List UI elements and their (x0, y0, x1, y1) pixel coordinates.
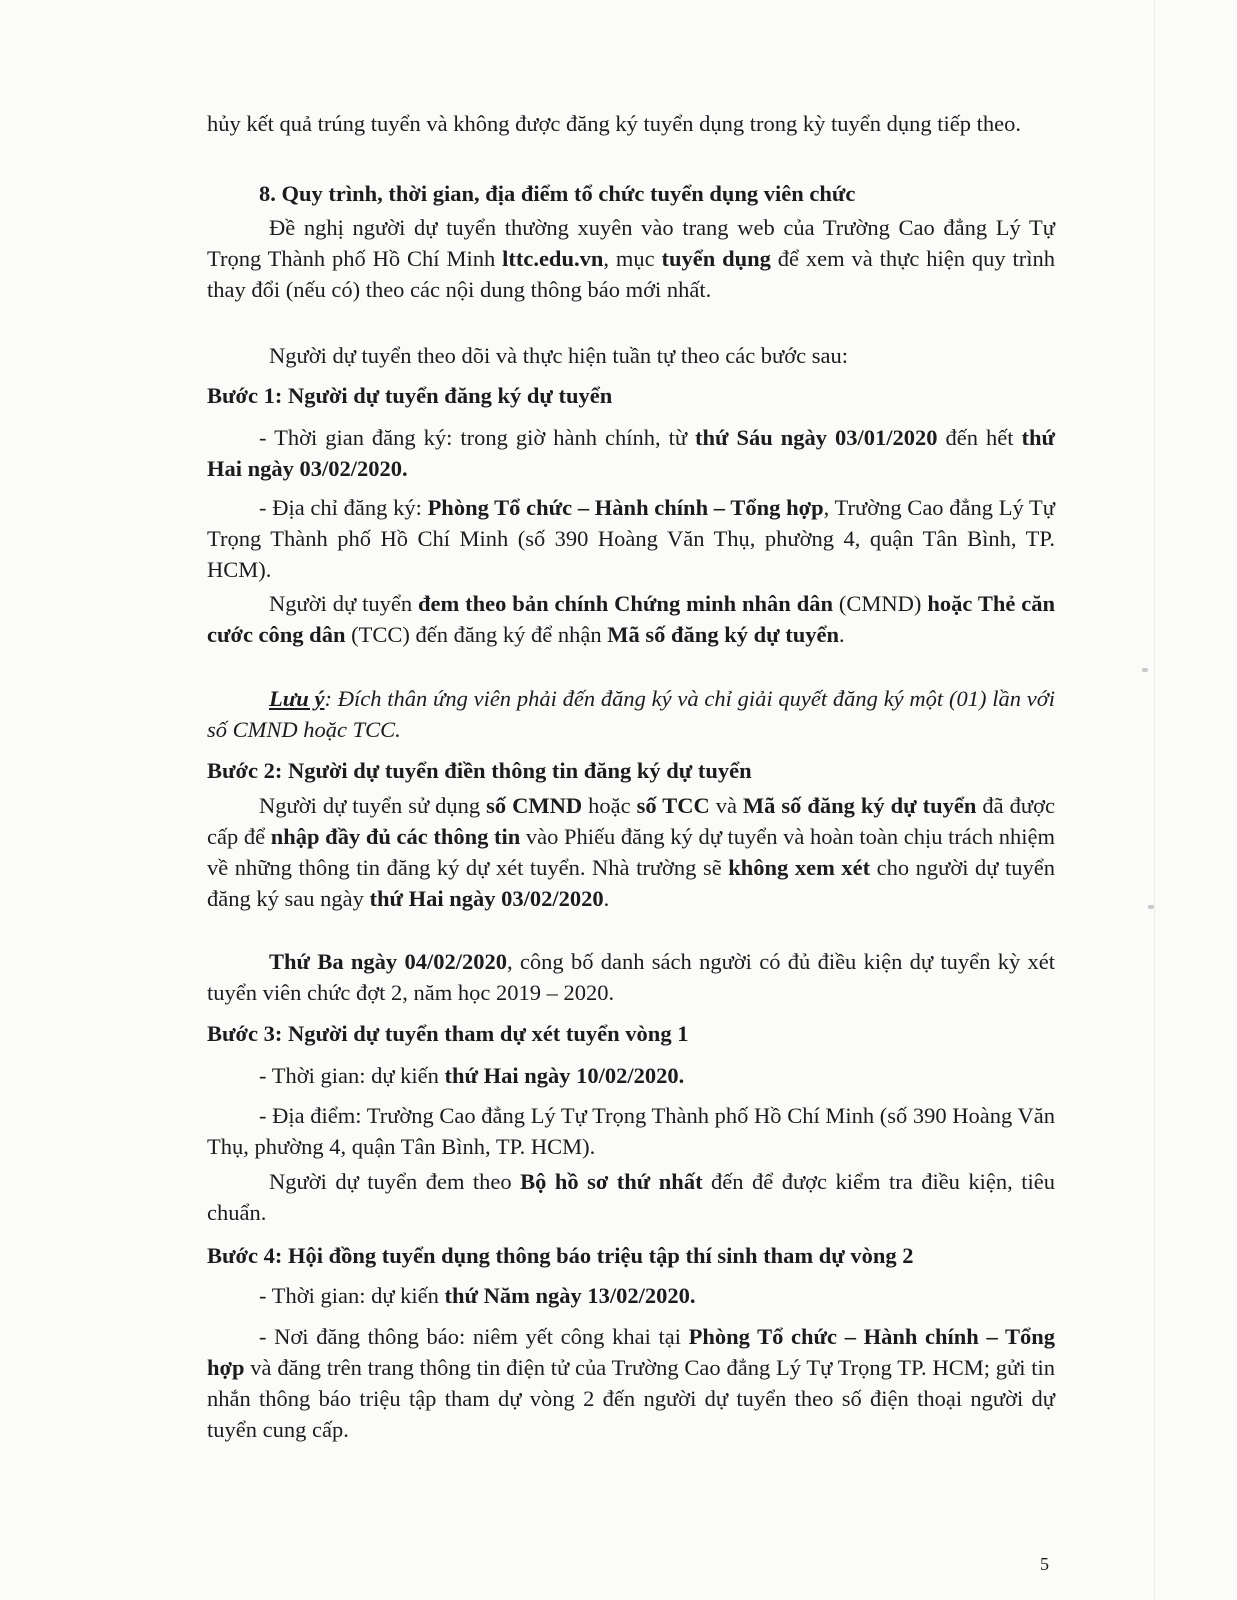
step-3-time: - Thời gian: dự kiến thứ Hai ngày 10/02/2020. (259, 1063, 685, 1088)
step-3-title: Bước 3: Người dự tuyển tham dự xét tuyển vòng 1 (207, 1021, 689, 1046)
step-4-time: - Thời gian: dự kiến thứ Năm ngày 13/02/2020. (259, 1283, 696, 1308)
step-4-title: Bước 4: Hội đồng tuyển dụng thông báo triệu tập thí sinh tham dự vòng 2 (207, 1243, 914, 1268)
step-2-paragraph-1: Người dự tuyển sử dụng số CMND hoặc số TCC và Mã số đăng ký dự tuyển đã được cấp để nhập đầy đủ các thông tin vào Phiếu đăng ký dự tuyển và hoàn toàn chịu trách nhiệm về những thông tin đăng ký dự xét tuyển. Nhà trường sẽ không xem xét cho người dự tuyển đăng ký sau ngày thứ Hai ngày 03/02/2020. (207, 793, 1056, 911)
step-1-time: - Thời gian đăng ký: trong giờ hành chính, từ thứ Sáu ngày 03/01/2020 đến hết thứ Hai ngày 03/02/2020. (207, 425, 1055, 481)
section-8-paragraph-2: Người dự tuyển theo dõi và thực hiện tuần tự theo các bước sau: (269, 343, 849, 368)
scan-speck (1142, 668, 1148, 672)
scan-edge (1154, 0, 1155, 1600)
step-3-bring: Người dự tuyển đem theo Bộ hồ sơ thứ nhất đến để được kiểm tra điều kiện, tiêu chuẩn. (207, 1169, 1055, 1225)
step-4-notice: - Nơi đăng thông báo: niêm yết công khai tại Phòng Tổ chức – Hành chính – Tổng hợp và đăng trên trang thông tin điện tử của Trường Cao đẳng Lý Tự Trọng TP. HCM; gửi tin nhắn thông báo triệu tập tham dự vòng 2 đến người dự tuyển theo số điện thoại người dự tuyển cung cấp. (207, 1324, 1055, 1442)
step-1-title: Bước 1: Người dự tuyển đăng ký dự tuyển (207, 383, 613, 408)
step-2-title: Bước 2: Người dự tuyển điền thông tin đăng ký dự tuyển (207, 758, 752, 783)
step-3-place: - Địa điểm: Trường Cao đẳng Lý Tự Trọng Thành phố Hồ Chí Minh (số 390 Hoàng Văn Thụ, phường 4, quận Tân Bình, TP. HCM). (207, 1103, 1055, 1159)
website-link: lttc.edu.vn (502, 246, 604, 271)
section-8-paragraph-1: Đề nghị người dự tuyển thường xuyên vào trang web của Trường Cao đẳng Lý Tự Trọng Thành phố Hồ Chí Minh lttc.edu.vn, mục tuyển dụng để xem và thực hiện quy trình thay đổi (nếu có) theo các nội dung thông báo mới nhất. (207, 215, 1055, 302)
step-1-address: - Địa chỉ đăng ký: Phòng Tổ chức – Hành chính – Tổng hợp, Trường Cao đẳng Lý Tự Trọng Thành phố Hồ Chí Minh (số 390 Hoàng Văn Thụ, phường 4, quận Tân Bình, TP. HCM). (207, 495, 1055, 582)
page-number: 5 (1040, 1554, 1049, 1574)
step-1-bring: Người dự tuyển đem theo bản chính Chứng minh nhân dân (CMND) hoặc Thẻ căn cước công dân (TCC) đến đăng ký để nhận Mã số đăng ký dự tuyển. (207, 591, 1055, 647)
step-2-paragraph-2: Thứ Ba ngày 04/02/2020, công bố danh sách người có đủ điều kiện dự tuyển kỳ xét tuyển viên chức đợt 2, năm học 2019 – 2020. (207, 949, 1055, 1005)
scan-speck (1148, 905, 1154, 909)
step-1-note: Lưu ý: Đích thân ứng viên phải đến đăng ký và chỉ giải quyết đăng ký một (01) lần với số CMND hoặc TCC. (207, 686, 1055, 742)
section-8-title: 8. Quy trình, thời gian, địa điểm tổ chức tuyển dụng viên chức (259, 181, 856, 206)
intro-paragraph: hủy kết quả trúng tuyển và không được đăng ký tuyển dụng trong kỳ tuyển dụng tiếp theo. (207, 111, 1021, 136)
